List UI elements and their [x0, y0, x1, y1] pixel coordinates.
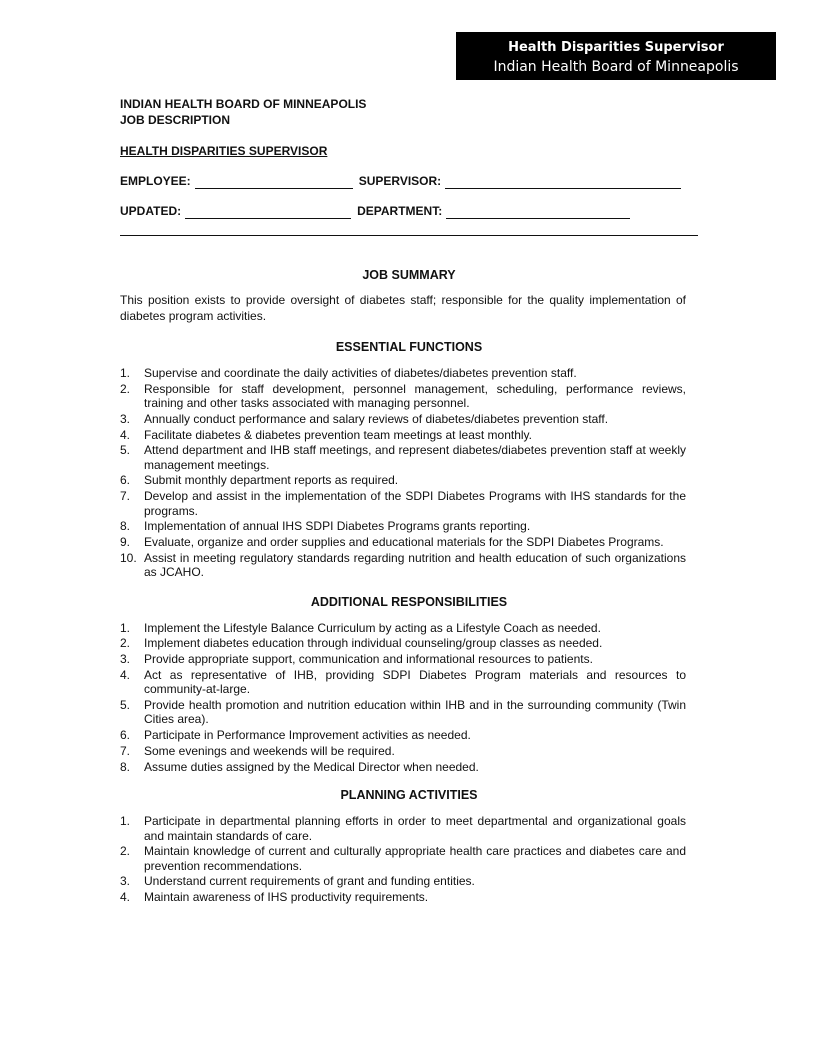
- list-item-text: Maintain knowledge of current and culturally appropriate health care practices and diabetes care and prevention recommendations.: [144, 844, 686, 873]
- list-item-text: Supervise and coordinate the daily activities of diabetes/diabetes prevention staff.: [144, 366, 577, 380]
- list-item: [120, 473, 686, 488]
- list-item: [120, 519, 686, 534]
- list-item-text: Participate in Performance Improvement activities as needed.: [144, 728, 471, 743]
- list-item-number: 3.: [120, 411, 131, 426]
- list-item-number: 4.: [120, 667, 131, 682]
- list-item: [120, 698, 686, 727]
- employee-label: EMPLOYEE:: [120, 174, 191, 188]
- list-item-number: 10.: [120, 550, 137, 565]
- list-item: [120, 412, 686, 427]
- list-item-number: 3.: [120, 874, 131, 889]
- list-item-number: 1.: [120, 814, 131, 828]
- updated-blank[interactable]: [185, 206, 351, 219]
- list-item-number: 7.: [120, 743, 131, 758]
- supervisor-blank[interactable]: [445, 176, 681, 189]
- list-item-number: 1.: [120, 620, 131, 635]
- department-label: DEPARTMENT:: [357, 204, 443, 218]
- supervisor-label: SUPERVISOR:: [358, 174, 442, 188]
- list-item: [120, 760, 686, 775]
- list-item: [120, 728, 686, 743]
- job-description-document: [120, 96, 698, 906]
- list-item-text: Attend department and IHB staff meetings, and represent diabetes/diabetes prevention staff at weekly management meetings.: [144, 443, 686, 472]
- list-item-number: 8.: [120, 759, 131, 774]
- list-item-text: Understand current requirements of grant and funding entities.: [144, 874, 475, 889]
- list-item-text: Provide health promotion and nutrition education within IHB and in the surrounding community (Twin Cities area).: [144, 697, 686, 727]
- updated-label: UPDATED:: [120, 204, 182, 218]
- list-item-text: Implementation of annual IHS SDPI Diabetes Programs grants reporting.: [144, 519, 531, 534]
- list-item-text: Some evenings and weekends will be required.: [144, 743, 395, 758]
- list-item: [120, 443, 686, 472]
- list-item-text: Provide appropriate support, communication and informational resources to patients.: [144, 652, 593, 667]
- list-item-text: Facilitate diabetes & diabetes prevention team meetings at least monthly.: [144, 427, 532, 442]
- list-item-text: Maintain awareness of IHS productivity requirements.: [144, 890, 429, 905]
- list-item-text: Participate in departmental planning efforts in order to meet departmental and organizational goals and maintain standards of care.: [144, 814, 686, 843]
- list-item: [120, 366, 686, 381]
- list-item-number: 4.: [120, 890, 131, 905]
- list-item-number: 3.: [120, 652, 131, 667]
- list-item: [120, 890, 686, 905]
- list-item-number: 5.: [120, 697, 131, 712]
- list-item-number: 6.: [120, 728, 131, 743]
- list-item: [120, 382, 686, 411]
- planning-activities-list: [120, 814, 698, 905]
- essential-functions-heading: ESSENTIAL FUNCTIONS: [335, 340, 483, 354]
- list-item: [120, 844, 686, 873]
- list-item-text: Assist in meeting regulatory standards regarding nutrition and health education of such organizations as JCAHO.: [144, 550, 686, 580]
- list-item-text: Evaluate, organize and order supplies and educational materials for the SDPI Diabetes Programs.: [144, 535, 664, 549]
- list-item: [120, 874, 686, 889]
- list-item: [120, 535, 686, 550]
- updated-department-row: [120, 201, 698, 219]
- header-divider: [120, 235, 698, 236]
- list-item: [120, 668, 686, 697]
- document-type: JOB DESCRIPTION: [120, 113, 231, 127]
- organization-name: INDIAN HEALTH BOARD OF MINNEAPOLIS: [120, 97, 367, 111]
- list-item-text: Responsible for staff development, personnel management, scheduling, performance reviews, training and other tasks associated with managing personnel.: [144, 381, 686, 411]
- list-item-text: Develop and assist in the implementation of the SDPI Diabetes Programs with IHS standards for the programs.: [144, 489, 686, 518]
- planning-activities-heading: PLANNING ACTIVITIES: [340, 788, 478, 802]
- additional-responsibilities-heading: ADDITIONAL RESPONSIBILITIES: [310, 594, 508, 609]
- list-item-number: 4.: [120, 427, 131, 442]
- list-item-text: Act as representative of IHB, providing SDPI Diabetes Program materials and resources to community-at-large.: [144, 667, 686, 697]
- additional-responsibilities-list: [120, 621, 698, 774]
- header-organization: Indian Health Board of Minneapolis: [493, 59, 739, 75]
- list-item-text: Annually conduct performance and salary reviews of diabetes/diabetes prevention staff.: [144, 411, 609, 426]
- list-item-number: 2.: [120, 844, 131, 859]
- list-item-text: Submit monthly department reports as required.: [144, 473, 399, 488]
- job-title: HEALTH DISPARITIES SUPERVISOR: [120, 144, 328, 158]
- list-item-number: 7.: [120, 489, 131, 504]
- department-blank[interactable]: [446, 206, 630, 219]
- list-item-text: Implement the Lifestyle Balance Curriculum by acting as a Lifestyle Coach as needed.: [144, 620, 601, 635]
- employee-supervisor-row: [120, 171, 698, 189]
- header-title: Health Disparities Supervisor: [508, 40, 724, 55]
- list-item: [120, 428, 686, 443]
- list-item: [120, 636, 686, 651]
- list-item-number: 1.: [120, 366, 131, 380]
- list-item-number: 6.: [120, 473, 131, 488]
- list-item: [120, 551, 686, 580]
- list-item-number: 9.: [120, 535, 131, 549]
- list-item: [120, 744, 686, 759]
- list-item-number: 5.: [120, 443, 131, 458]
- essential-functions-list: [120, 366, 698, 580]
- list-item: [120, 621, 686, 636]
- list-item: [120, 489, 686, 518]
- list-item-number: 2.: [120, 381, 131, 396]
- list-item-number: 8.: [120, 519, 131, 534]
- list-item-number: 2.: [120, 636, 131, 651]
- header-banner: [456, 32, 776, 80]
- list-item: [120, 814, 686, 843]
- employee-blank[interactable]: [195, 176, 353, 189]
- job-summary-text: This position exists to provide oversight of diabetes staff; responsible for the quality implementation of diabetes program activities.: [120, 293, 686, 323]
- list-item: [120, 652, 686, 667]
- list-item-text: Assume duties assigned by the Medical Director when needed.: [144, 759, 479, 774]
- job-summary-heading: JOB SUMMARY: [362, 268, 456, 282]
- list-item-text: Implement diabetes education through individual counseling/group classes as needed.: [144, 636, 603, 651]
